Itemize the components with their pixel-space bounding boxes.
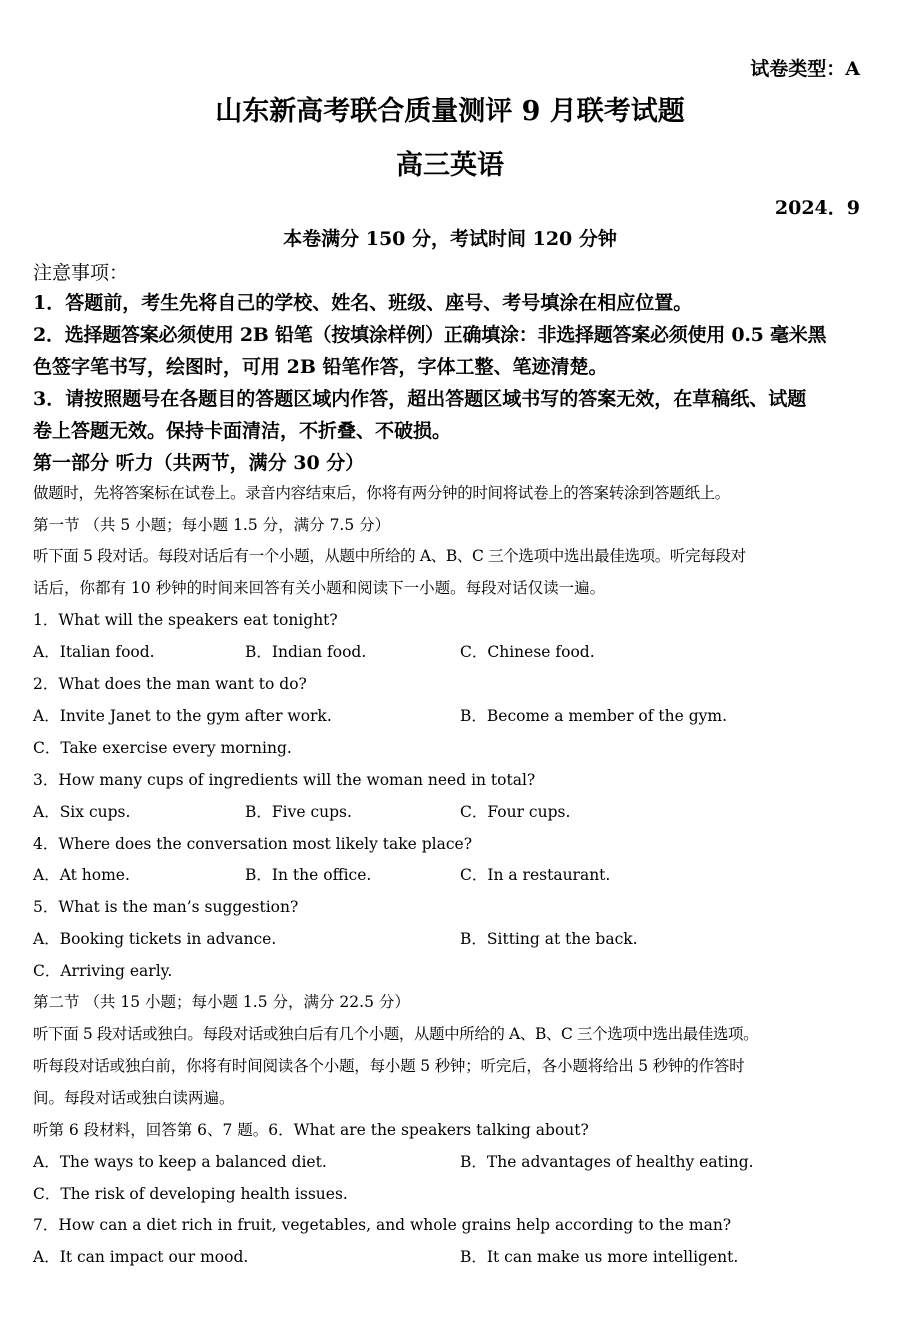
question-2-option-b: B．Become a member of the gym.: [460, 707, 728, 725]
section2-instruction-line-1: 听下面 5 段对话或独白。每段对话或独白后有几个小题，从题中所给的 A、B、C 三个选项中选出最佳选项。: [33, 1025, 759, 1043]
subject-title: 高三英语: [396, 150, 504, 181]
notice-item-3-line-2: 卷上答题无效。保持卡面清洁，不折叠、不破损。: [33, 420, 452, 442]
question-1: 1．What will the speakers eat tonight?: [33, 611, 338, 629]
section2-instruction-line-2: 听每段对话或独白前，你将有时间阅读各个小题，每小题 5 秒钟；听完后，各小题将给出 5 秒钟的作答时: [33, 1057, 745, 1075]
question-4-option-a: A．At home.: [33, 866, 130, 884]
notice-item-2-line-2: 色签字笔书写，绘图时，可用 2B 铅笔作答，字体工整、笔迹清楚。: [33, 356, 608, 378]
section2-heading: 第二节 （共 15 小题；每小题 1.5 分，满分 22.5 分）: [33, 993, 410, 1011]
question-3: 3．How many cups of ingredients will the woman need in total?: [33, 771, 536, 789]
question-6-option-c: C．The risk of developing health issues.: [33, 1185, 348, 1203]
question-1-option-b: B．Indian food.: [245, 643, 367, 661]
notice-item-1: 1．答题前，考生先将自己的学校、姓名、班级、座号、考号填涂在相应位置。: [33, 292, 693, 314]
question-7-option-b: B．It can make us more intelligent.: [460, 1248, 739, 1266]
question-6-intro: 听第 6 段材料，回答第 6、7 题。6．What are the speakers talking about?: [33, 1121, 589, 1139]
question-4: 4．Where does the conversation most likely take place?: [33, 835, 473, 853]
question-4-option-b: B．In the office.: [245, 866, 372, 884]
part1-heading: 第一部分 听力（共两节，满分 30 分）: [33, 452, 365, 474]
question-5-option-a: A．Booking tickets in advance.: [33, 930, 277, 948]
question-1-option-c: C．Chinese food.: [460, 643, 595, 661]
question-2-option-c: C．Take exercise every morning.: [33, 739, 292, 757]
question-7-option-a: A．It can impact our mood.: [33, 1248, 249, 1266]
question-3-option-a: A．Six cups.: [33, 803, 131, 821]
notice-heading: 注意事项：: [33, 262, 129, 284]
notice-item-2-line-1: 2．选择题答案必须使用 2B 铅笔（按填涂样例）正确填涂：非选择题答案必须使用 0.5 毫米黑: [33, 324, 827, 346]
question-2-option-a: A．Invite Janet to the gym after work.: [33, 707, 332, 725]
section1-heading: 第一节 （共 5 小题；每小题 1.5 分，满分 7.5 分）: [33, 516, 391, 534]
score-time-line: 本卷满分 150 分，考试时间 120 分钟: [283, 228, 617, 250]
question-5-option-b: B．Sitting at the back.: [460, 930, 638, 948]
notice-item-3-line-1: 3．请按照题号在各题目的答题区域内作答，超出答题区域书写的答案无效，在草稿纸、试题: [33, 388, 807, 410]
question-3-option-c: C．Four cups.: [460, 803, 571, 821]
question-5-option-c: C．Arriving early.: [33, 962, 173, 980]
question-6-option-b: B．The advantages of healthy eating.: [460, 1153, 754, 1171]
section2-instruction-line-3: 间。每段对话或独白读两遍。: [33, 1089, 235, 1107]
exam-title: 山东新高考联合质量测评 9 月联考试题: [215, 96, 685, 127]
question-2: 2．What does the man want to do?: [33, 675, 307, 693]
exam-date: 2024．9: [774, 197, 860, 219]
question-1-option-a: A．Italian food.: [33, 643, 155, 661]
question-3-option-b: B．Five cups.: [245, 803, 352, 821]
question-4-option-c: C．In a restaurant.: [460, 866, 611, 884]
question-5: 5．What is the man’s suggestion?: [33, 898, 299, 916]
section1-instruction-line-1: 听下面 5 段对话。每段对话后有一个小题，从题中所给的 A、B、C 三个选项中选出最佳选项。听完每段对: [33, 547, 746, 565]
section1-instruction-line-2: 话后，你都有 10 秒钟的时间来回答有关小题和阅读下一小题。每段对话仅读一遍。: [33, 579, 606, 597]
question-6-option-a: A．The ways to keep a balanced diet.: [33, 1153, 327, 1171]
paper-type-label: 试卷类型：A: [750, 58, 860, 80]
part1-instruction: 做题时，先将答案标在试卷上。录音内容结束后，你将有两分钟的时间将试卷上的答案转涂到答题纸上。: [33, 484, 730, 502]
question-7: 7．How can a diet rich in fruit, vegetables, and whole grains help according to the man?: [33, 1216, 732, 1234]
